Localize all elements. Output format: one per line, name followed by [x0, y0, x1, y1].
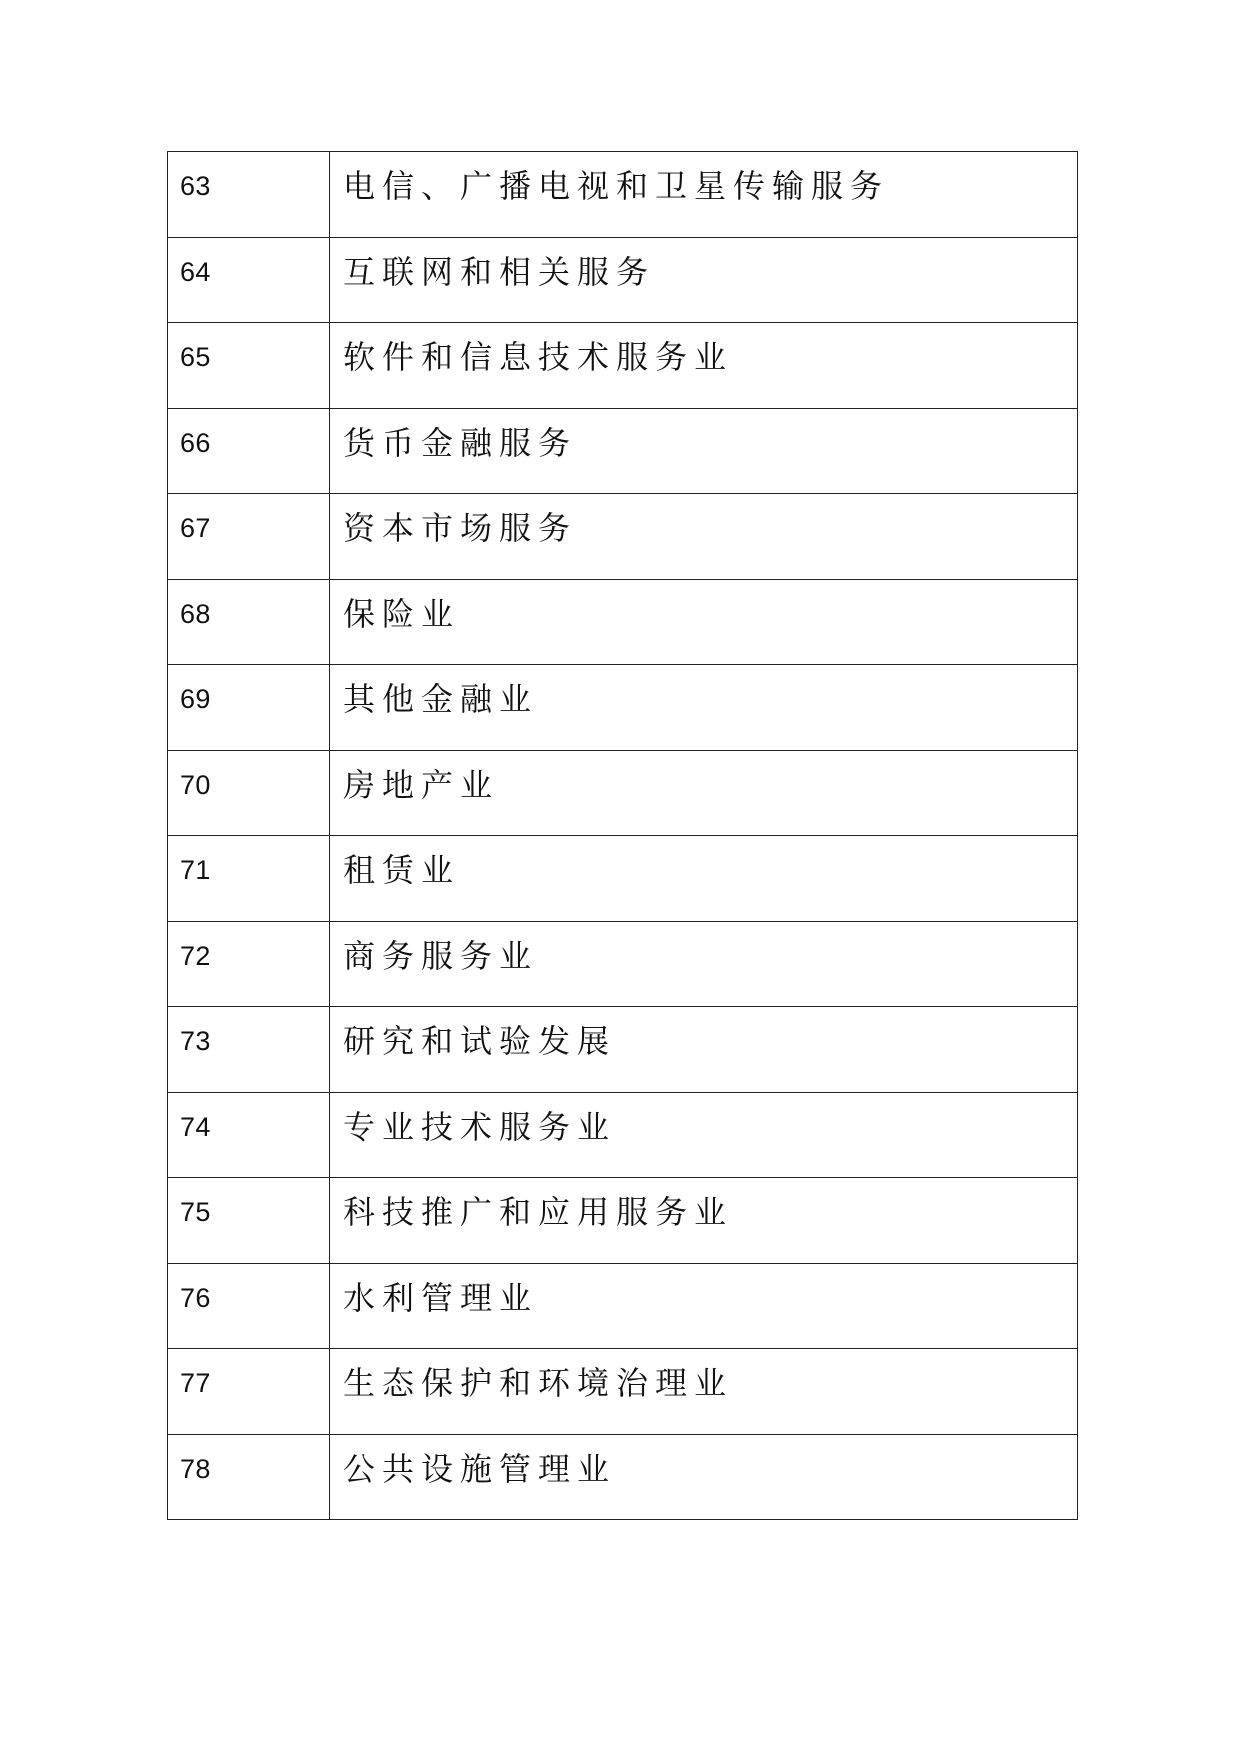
- name-cell: [330, 494, 1078, 580]
- code-cell: [168, 1349, 330, 1435]
- industry-code: 68: [180, 598, 211, 629]
- code-cell: [168, 579, 330, 665]
- name-cell: [330, 1007, 1078, 1093]
- name-cell: [330, 237, 1078, 323]
- code-cell: [168, 237, 330, 323]
- table-row: [168, 494, 1078, 580]
- industry-name: 房地产业: [343, 765, 500, 804]
- name-cell: [330, 921, 1078, 1007]
- industry-code: 69: [180, 684, 211, 714]
- industry-code: 72: [180, 940, 211, 971]
- industry-name: 水利管理业: [343, 1278, 539, 1317]
- code-cell: [168, 665, 330, 751]
- industry-code: 65: [180, 342, 211, 372]
- industry-name: 保险业: [343, 594, 461, 633]
- industry-code: 74: [180, 1111, 211, 1142]
- industry-code: 70: [180, 769, 211, 800]
- table-row: [168, 750, 1078, 836]
- industry-name: 租赁业: [343, 851, 461, 889]
- table-row: [168, 1434, 1078, 1520]
- table-row: [168, 836, 1078, 922]
- table-row: [168, 665, 1078, 751]
- industry-name: 商务服务业: [343, 936, 539, 975]
- name-cell: [330, 1263, 1078, 1349]
- industry-name: 资本市场服务: [343, 509, 578, 547]
- name-cell: [330, 750, 1078, 836]
- industry-name: 其他金融业: [343, 680, 539, 718]
- industry-name: 公共设施管理业: [343, 1449, 617, 1488]
- name-cell: [330, 1349, 1078, 1435]
- table-body: [168, 152, 1078, 1520]
- name-cell: [330, 1178, 1078, 1264]
- industry-code: 63: [180, 171, 211, 201]
- name-cell: [330, 665, 1078, 751]
- code-cell: [168, 1178, 330, 1264]
- name-cell: [330, 579, 1078, 665]
- code-cell: [168, 921, 330, 1007]
- table-row: [168, 1092, 1078, 1178]
- industry-name: 货币金融服务: [343, 423, 578, 462]
- table-row: [168, 1263, 1078, 1349]
- industry-code: 66: [180, 427, 211, 458]
- code-cell: [168, 836, 330, 922]
- industry-code: 75: [180, 1197, 211, 1227]
- code-cell: [168, 408, 330, 494]
- table-row: [168, 237, 1078, 323]
- industry-name: 专业技术服务业: [343, 1107, 617, 1146]
- code-cell: [168, 1434, 330, 1520]
- table-row: [168, 921, 1078, 1007]
- industry-name: 软件和信息技术服务业: [343, 338, 734, 376]
- industry-code: 71: [180, 855, 211, 885]
- table-row: [168, 323, 1078, 409]
- industry-code: 67: [180, 513, 211, 543]
- table-row: [168, 1007, 1078, 1093]
- industry-name: 电信、广播电视和卫星传输服务: [343, 167, 890, 205]
- industry-name: 研究和试验发展: [343, 1022, 617, 1060]
- industry-code: 78: [180, 1453, 211, 1484]
- name-cell: [330, 152, 1078, 238]
- code-cell: [168, 1092, 330, 1178]
- industry-code: 64: [180, 256, 211, 287]
- table-row: [168, 408, 1078, 494]
- code-cell: [168, 1007, 330, 1093]
- name-cell: [330, 836, 1078, 922]
- industry-name: 互联网和相关服务: [343, 252, 656, 291]
- code-cell: [168, 152, 330, 238]
- code-cell: [168, 323, 330, 409]
- industry-name: 生态保护和环境治理业: [343, 1364, 734, 1402]
- table-row: [168, 579, 1078, 665]
- code-cell: [168, 494, 330, 580]
- industry-name: 科技推广和应用服务业: [343, 1193, 734, 1231]
- name-cell: [330, 1434, 1078, 1520]
- industry-code: 73: [180, 1026, 211, 1056]
- code-cell: [168, 750, 330, 836]
- name-cell: [330, 1092, 1078, 1178]
- table-row: [168, 1349, 1078, 1435]
- code-cell: [168, 1263, 330, 1349]
- table-row: [168, 1178, 1078, 1264]
- industry-code: 77: [180, 1368, 211, 1398]
- industry-code: 76: [180, 1282, 211, 1313]
- table-row: [168, 152, 1078, 238]
- name-cell: [330, 408, 1078, 494]
- industry-code-table: [167, 151, 1078, 1520]
- name-cell: [330, 323, 1078, 409]
